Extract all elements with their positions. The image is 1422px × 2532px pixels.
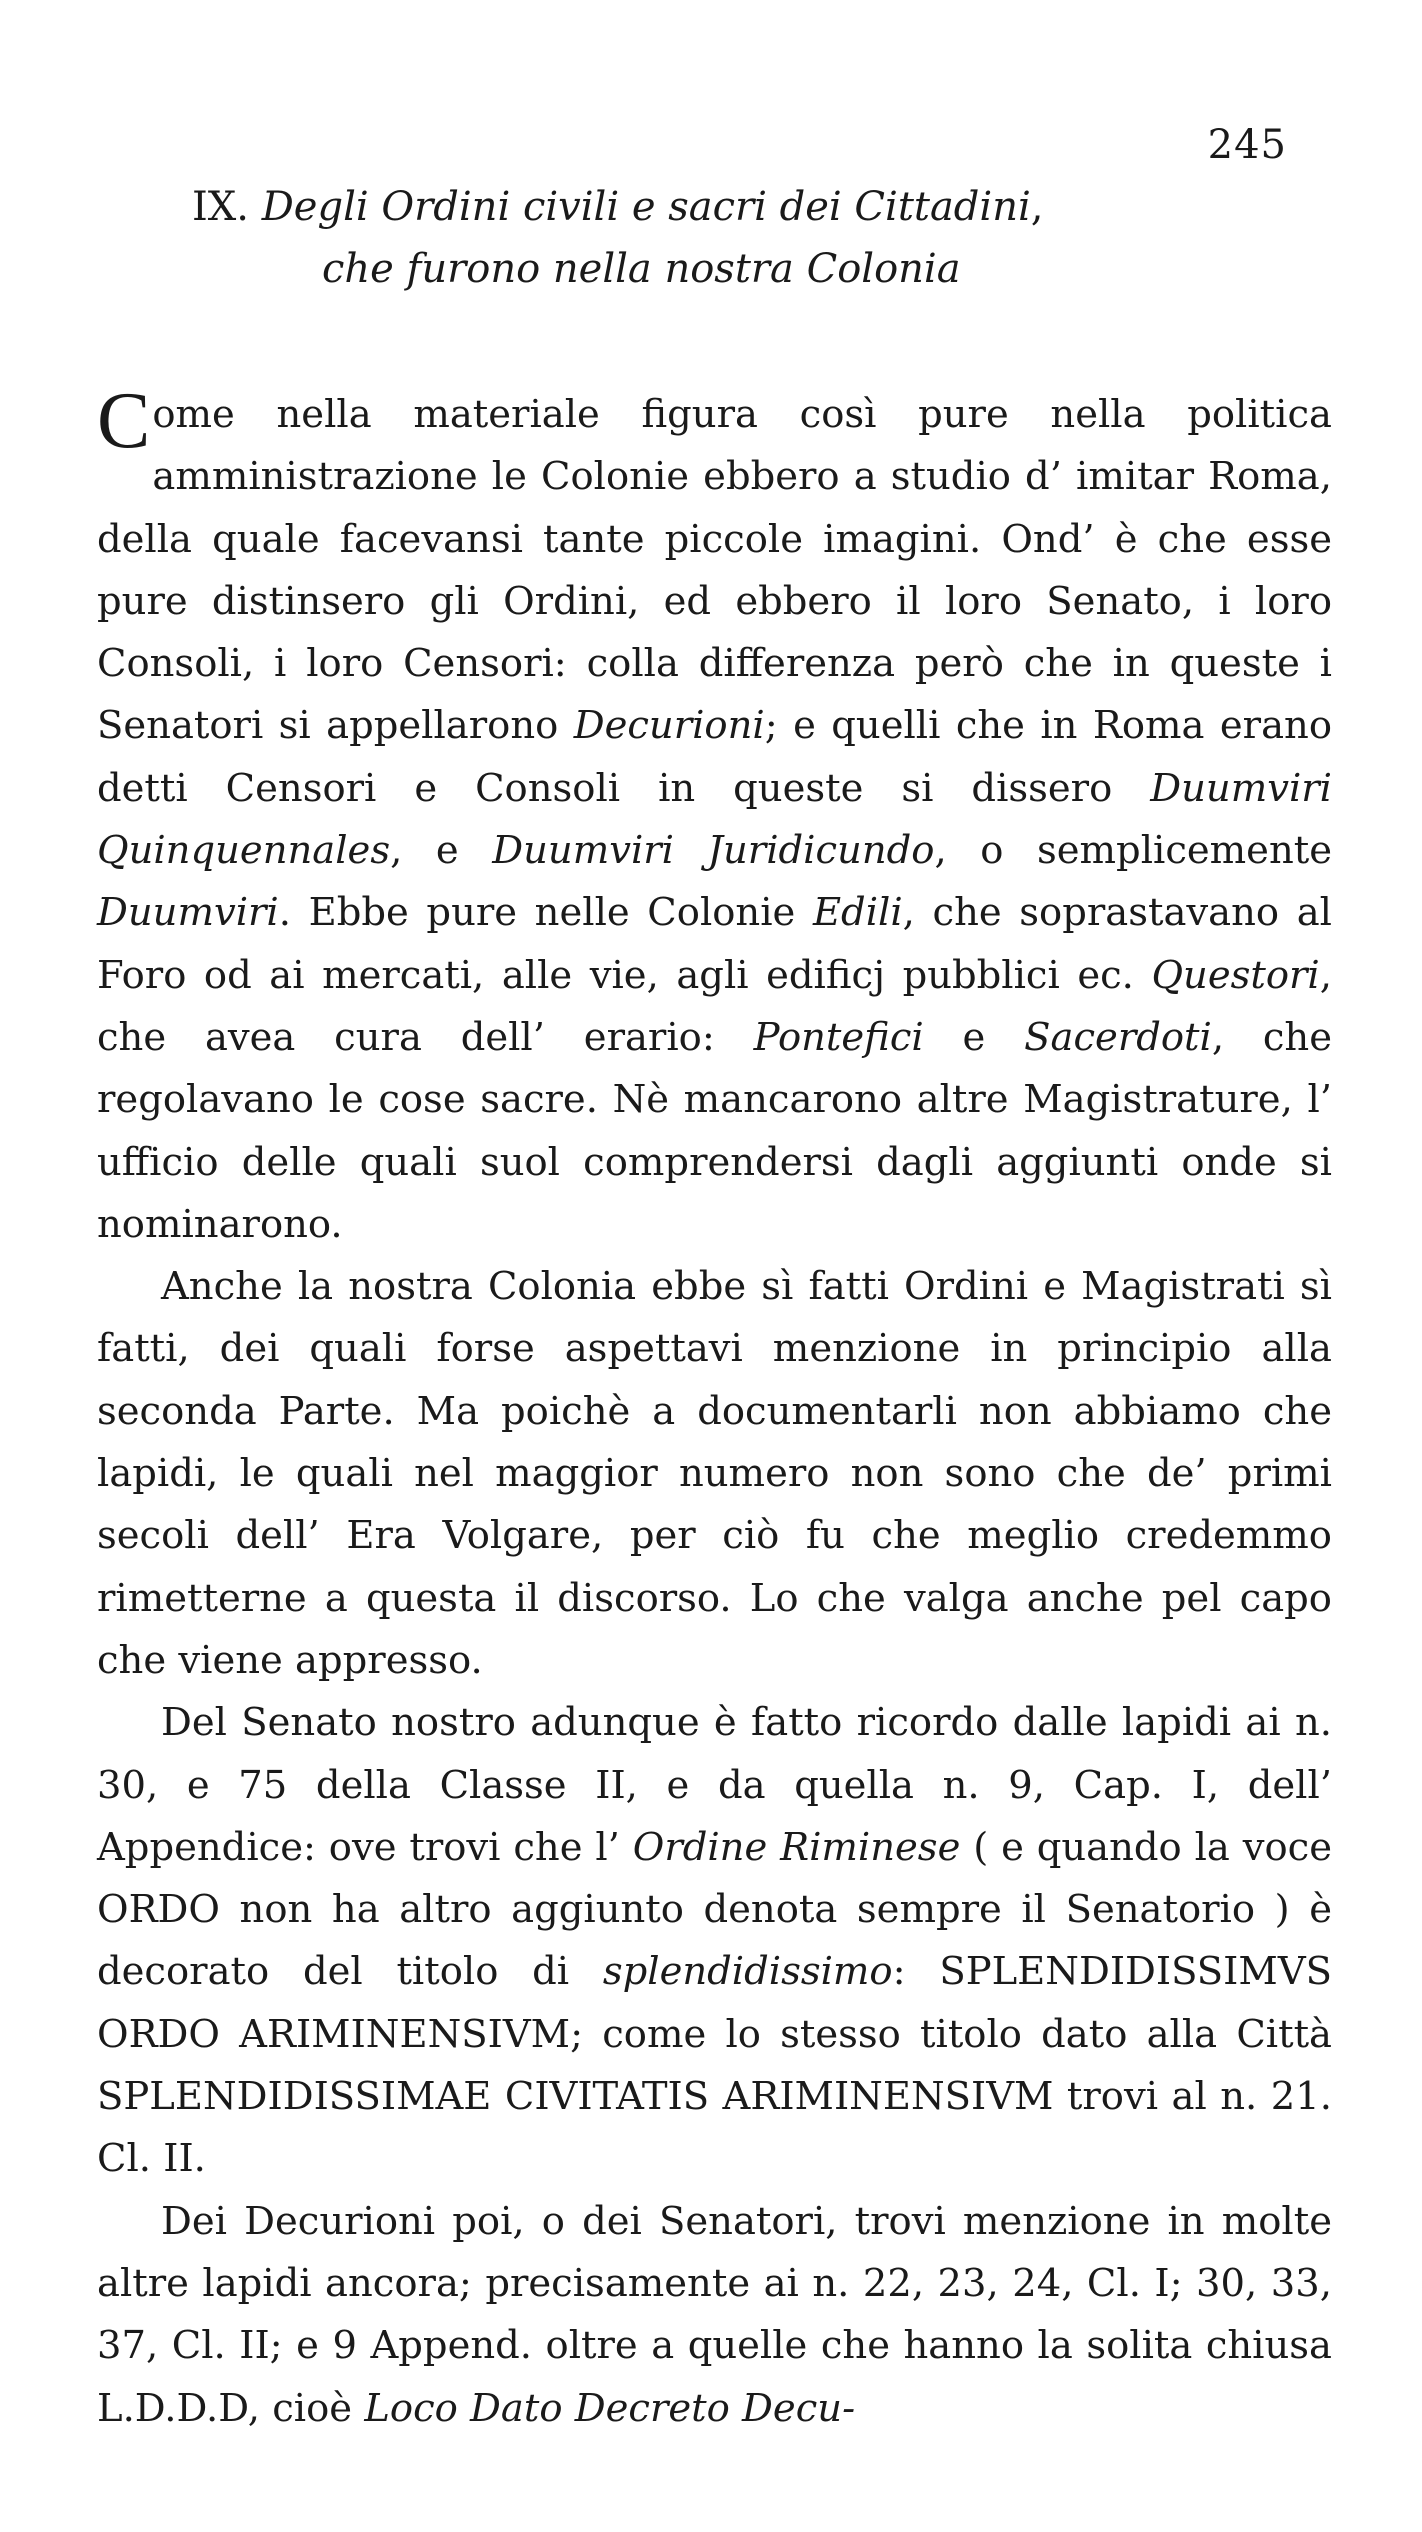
text-run: Dei Decurioni poi, o dei Senatori, trovi menzione in molte altre lapidi ancora; precisamente ai n. 22, 23, 24, Cl. I; 30, 33, 37, Cl. II; e 9 Append. oltre a quelle che hanno la solita chiusa L.D.D.D, cioè: [97, 2198, 1332, 2431]
body-text: [97, 377, 1333, 2440]
heading-title-part-1: Degli Ordini civili e sacri dei Cittadini: [261, 184, 1031, 230]
italic-text-run: Sacerdoti: [1024, 1014, 1212, 1060]
text-run: , che soprastavano al Foro od ai mercati, alle vie, agli edificj pubblici ec.: [97, 890, 1332, 998]
italic-text-run: Questori: [1151, 952, 1320, 998]
page-number: 245: [1207, 122, 1287, 168]
text-run: ( e quando la voce ORDO non ha altro aggiunto denota sempre il Senatorio ) è decorato del titolo di: [97, 1824, 1332, 1995]
text-run: ome nella materiale figura così pure nella politica amministrazione le Colonie ebbero a studio d’ imitar Roma, della quale facevansi tante piccole imagini. Ond’ è che esse pure distinsero gli Ordini, ed ebbero il loro Senato, i loro Consoli, i loro Censori: colla differenza però che in queste i Senatori si appellarono: [97, 392, 1332, 749]
heading-comma: ,: [1030, 184, 1044, 230]
italic-text-run: Duumviri Juridicundo: [492, 828, 935, 874]
text-run: , che regolavano le cose sacre. Nè mancarono altre Magistrature, l’ ufficio delle quali suol comprendersi dagli aggiunti onde si nominarono.: [97, 1014, 1333, 1247]
italic-text-run: Ordine Riminese: [632, 1824, 961, 1870]
italic-text-run: Decurioni: [573, 703, 765, 749]
text-run: : SPLENDIDISSIMVS ORDO ARIMINENSIVM; come lo stesso titolo dato alla Città SPLENDIDISSIMAE CIVITATIS ARIMINENSIVM trovi al n. 21. Cl. II.: [97, 1949, 1332, 2182]
text-run: , che avea cura dell’ erario:: [97, 952, 1332, 1060]
heading-line-2: [192, 238, 1292, 300]
italic-text-run: Loco Dato Decreto Decu-: [364, 2385, 856, 2431]
italic-text-run: Edili: [812, 890, 903, 936]
drop-cap: C: [97, 377, 151, 465]
italic-text-run: Pontefici: [753, 1014, 924, 1060]
heading-title-part-2: che furono nella nostra Colonia: [322, 246, 961, 292]
paragraph-2: [97, 1256, 1332, 1692]
chapter-numeral: IX.: [192, 184, 249, 230]
text-run: Del Senato nostro adunque è fatto ricordo dalle lapidi ai n. 30, e 75 della Classe II, e da quella n. 9, Cap. I, dell’ Appendice: ove trovi che l’: [97, 1700, 1332, 1870]
heading-line-1: [192, 176, 1292, 238]
paragraph-3: [97, 1692, 1332, 2190]
text-run: , e: [390, 828, 493, 874]
text-run: . Ebbe pure nelle Colonie: [278, 890, 813, 936]
paragraph-1: [97, 377, 1333, 1256]
italic-text-run: splendidissimo: [602, 1949, 893, 1995]
text-run: Anche la nostra Colonia ebbe sì fatti Ordini e Magistrati sì fatti, dei quali forse aspettavi menzione in principio alla seconda Parte. Ma poichè a documentarli non abbiamo che lapidi, le quali nel maggior numero non sono che de’ primi secoli dell’ Era Volgare, per ciò fu che meglio credemmo rimetterne a questa il discorso. Lo che valga anche pel capo che viene appresso.: [97, 1264, 1332, 1683]
text-run: , o semplicemente: [934, 828, 1333, 874]
text-run: e: [923, 1014, 1025, 1060]
paragraph-4: [97, 2191, 1332, 2440]
italic-text-run: Duumviri Quinquennales: [97, 765, 1332, 874]
italic-text-run: Duumviri: [97, 890, 279, 936]
chapter-heading: [192, 176, 1292, 300]
text-run: ; e quelli che in Roma erano detti Censori e Consoli in queste si dissero: [97, 703, 1332, 811]
